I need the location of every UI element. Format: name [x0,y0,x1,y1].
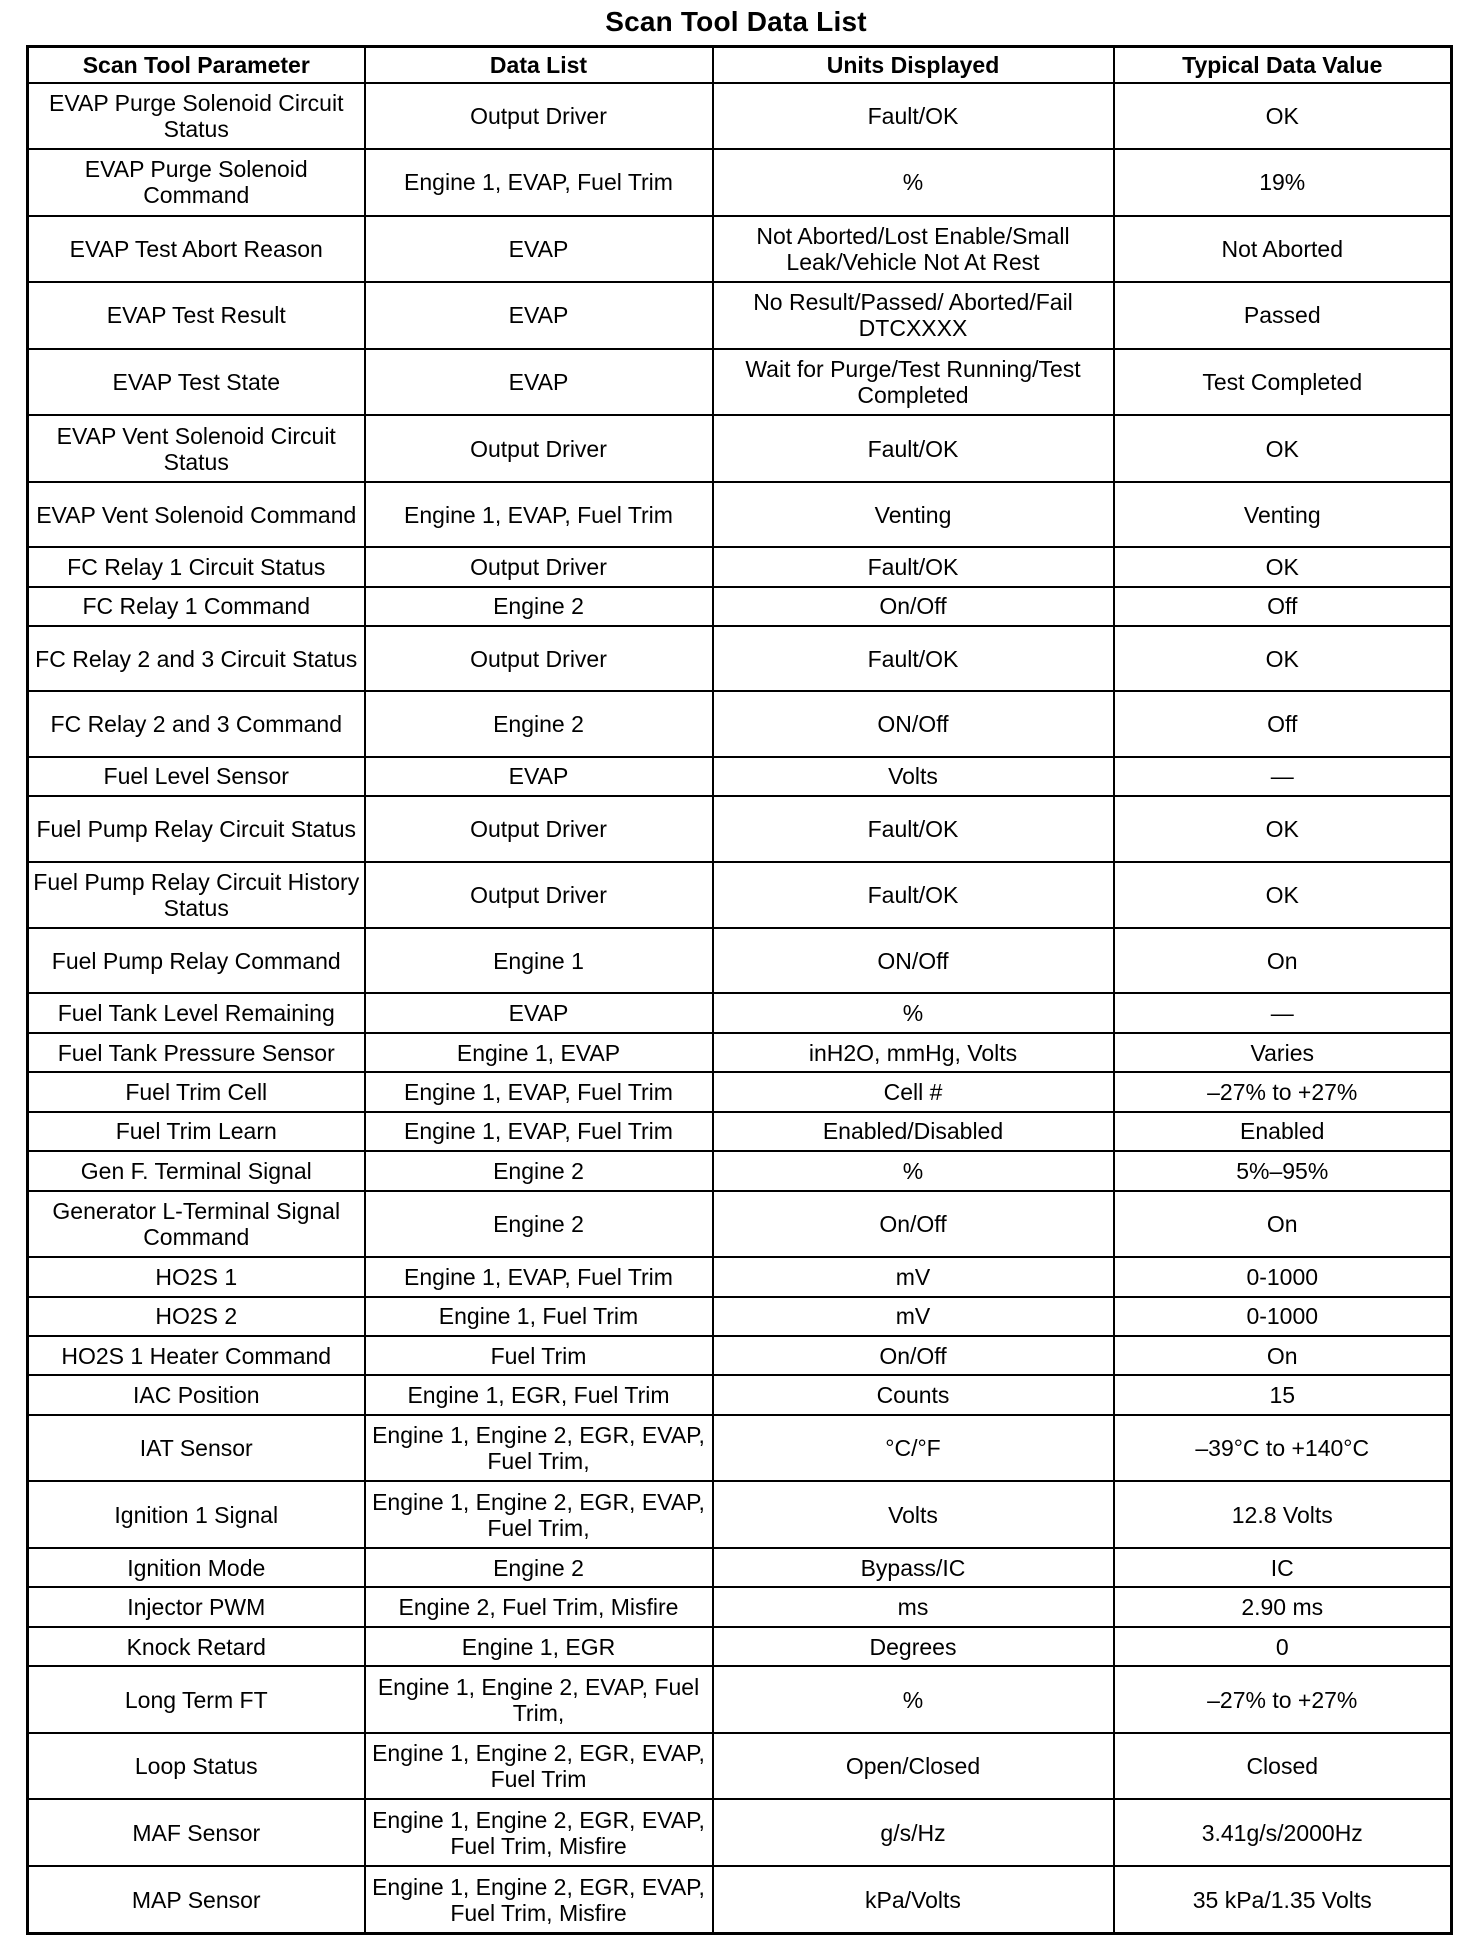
cell-units: Degrees [713,1627,1114,1666]
table-row [28,1257,1452,1296]
cell-typical-value: On [1114,928,1452,993]
cell-typical-value: 2.90 ms [1114,1587,1452,1626]
table-row [28,691,1452,756]
table-row [28,1866,1452,1933]
table-row [28,1033,1452,1072]
cell-data-list: Engine 1, EVAP [365,1033,713,1072]
cell-parameter: Ignition Mode [28,1548,365,1587]
cell-units: inH2O, mmHg, Volts [713,1033,1114,1072]
cell-typical-value: OK [1114,796,1452,861]
cell-parameter: EVAP Test Abort Reason [28,216,365,283]
cell-typical-value: –27% to +27% [1114,1072,1452,1111]
cell-data-list: Output Driver [365,862,713,929]
cell-data-list: Engine 2 [365,1151,713,1190]
cell-units: On/Off [713,1336,1114,1375]
cell-data-list: Output Driver [365,83,713,150]
scan-tool-data-table [26,45,1453,1935]
cell-typical-value: OK [1114,83,1452,150]
cell-parameter: FC Relay 2 and 3 Circuit Status [28,626,365,691]
cell-parameter: Knock Retard [28,1627,365,1666]
cell-parameter: Fuel Pump Relay Circuit History Status [28,862,365,929]
cell-units: mV [713,1297,1114,1336]
cell-data-list: Engine 1, Engine 2, EVAP, Fuel Trim, [365,1666,713,1733]
cell-parameter: EVAP Test State [28,349,365,416]
cell-typical-value: 12.8 Volts [1114,1481,1452,1548]
cell-data-list: Engine 1, Engine 2, EGR, EVAP, Fuel Trim, Misfire [365,1799,713,1866]
cell-parameter: Fuel Tank Level Remaining [28,993,365,1032]
cell-parameter: Fuel Trim Cell [28,1072,365,1111]
cell-data-list: Fuel Trim [365,1336,713,1375]
cell-parameter: Long Term FT [28,1666,365,1733]
cell-units: Not Aborted/Lost Enable/Small Leak/Vehicle Not At Rest [713,216,1114,283]
column-header-typical-value: Typical Data Value [1114,47,1452,83]
cell-parameter: EVAP Purge Solenoid Circuit Status [28,83,365,150]
cell-parameter: Loop Status [28,1733,365,1800]
cell-data-list: Engine 1, Engine 2, EGR, EVAP, Fuel Trim, Misfire [365,1866,713,1933]
cell-parameter: Fuel Tank Pressure Sensor [28,1033,365,1072]
cell-data-list: EVAP [365,349,713,416]
cell-typical-value: Off [1114,587,1452,626]
table-row [28,1481,1452,1548]
cell-data-list: Output Driver [365,415,713,482]
cell-parameter: EVAP Purge Solenoid Command [28,149,365,216]
cell-units: Counts [713,1375,1114,1414]
cell-units: Cell # [713,1072,1114,1111]
table-row [28,862,1452,929]
table-row [28,1375,1452,1414]
cell-parameter: Ignition 1 Signal [28,1481,365,1548]
table-row [28,928,1452,993]
cell-typical-value: OK [1114,862,1452,929]
cell-units: % [713,1666,1114,1733]
cell-data-list: Engine 1, Engine 2, EGR, EVAP, Fuel Trim [365,1733,713,1800]
table-row [28,587,1452,626]
table-row [28,482,1452,547]
cell-units: On/Off [713,587,1114,626]
cell-parameter: Injector PWM [28,1587,365,1626]
cell-typical-value: 35 kPa/1.35 Volts [1114,1866,1452,1933]
table-row [28,547,1452,586]
cell-units: Venting [713,482,1114,547]
cell-typical-value: IC [1114,1548,1452,1587]
cell-units: % [713,149,1114,216]
cell-parameter: EVAP Vent Solenoid Circuit Status [28,415,365,482]
cell-data-list: Output Driver [365,626,713,691]
cell-parameter: MAF Sensor [28,1799,365,1866]
cell-parameter: Fuel Trim Learn [28,1112,365,1151]
cell-data-list: Engine 1, EVAP, Fuel Trim [365,1112,713,1151]
table-header-row [28,47,1452,83]
cell-data-list: EVAP [365,757,713,796]
cell-parameter: FC Relay 2 and 3 Command [28,691,365,756]
cell-data-list: Engine 1, EVAP, Fuel Trim [365,149,713,216]
cell-parameter: Generator L-Terminal Signal Command [28,1191,365,1258]
cell-data-list: Engine 2 [365,1548,713,1587]
cell-units: On/Off [713,1191,1114,1258]
cell-data-list: Engine 2 [365,1191,713,1258]
table-row [28,349,1452,416]
cell-units: ON/Off [713,928,1114,993]
cell-units: ON/Off [713,691,1114,756]
cell-typical-value: Closed [1114,1733,1452,1800]
table-row [28,1297,1452,1336]
cell-typical-value: Venting [1114,482,1452,547]
cell-typical-value: Not Aborted [1114,216,1452,283]
cell-typical-value: 0-1000 [1114,1257,1452,1296]
cell-parameter: FC Relay 1 Command [28,587,365,626]
cell-units: mV [713,1257,1114,1296]
table-row [28,216,1452,283]
cell-units: kPa/Volts [713,1866,1114,1933]
cell-units: Enabled/Disabled [713,1112,1114,1151]
cell-data-list: Engine 2 [365,587,713,626]
cell-data-list: Engine 1, EVAP, Fuel Trim [365,482,713,547]
cell-units: % [713,1151,1114,1190]
table-row [28,1415,1452,1482]
cell-units: g/s/Hz [713,1799,1114,1866]
cell-parameter: HO2S 2 [28,1297,365,1336]
table-row [28,83,1452,150]
table-row [28,993,1452,1032]
table-row [28,149,1452,216]
cell-typical-value: 0-1000 [1114,1297,1452,1336]
cell-typical-value: On [1114,1191,1452,1258]
cell-parameter: Gen F. Terminal Signal [28,1151,365,1190]
table-row [28,1072,1452,1111]
cell-data-list: EVAP [365,993,713,1032]
table-row [28,415,1452,482]
table-row [28,1733,1452,1800]
cell-typical-value: –27% to +27% [1114,1666,1452,1733]
table-row [28,1627,1452,1666]
cell-parameter: IAT Sensor [28,1415,365,1482]
cell-typical-value: 3.41g/s/2000Hz [1114,1799,1452,1866]
cell-typical-value: — [1114,757,1452,796]
cell-data-list: Engine 1, Fuel Trim [365,1297,713,1336]
cell-typical-value: Varies [1114,1033,1452,1072]
table-row [28,1587,1452,1626]
table-body [28,83,1452,1934]
cell-typical-value: On [1114,1336,1452,1375]
cell-parameter: IAC Position [28,1375,365,1414]
cell-typical-value: Passed [1114,282,1452,349]
cell-parameter: Fuel Level Sensor [28,757,365,796]
table-row [28,1191,1452,1258]
cell-data-list: Engine 1, EGR [365,1627,713,1666]
cell-typical-value: –39°C to +140°C [1114,1415,1452,1482]
table-row [28,1799,1452,1866]
cell-typical-value: 15 [1114,1375,1452,1414]
table-row [28,796,1452,861]
cell-parameter: HO2S 1 [28,1257,365,1296]
page-title: Scan Tool Data List [605,6,867,37]
cell-data-list: Engine 2, Fuel Trim, Misfire [365,1587,713,1626]
cell-data-list: Engine 1, Engine 2, EGR, EVAP, Fuel Trim, [365,1415,713,1482]
cell-data-list: Engine 1, Engine 2, EGR, EVAP, Fuel Trim, [365,1481,713,1548]
table-row [28,757,1452,796]
cell-typical-value: Enabled [1114,1112,1452,1151]
cell-typical-value: 5%–95% [1114,1151,1452,1190]
cell-units: Fault/OK [713,796,1114,861]
cell-parameter: Fuel Pump Relay Circuit Status [28,796,365,861]
cell-units: ms [713,1587,1114,1626]
cell-units: % [713,993,1114,1032]
table-row [28,1112,1452,1151]
cell-parameter: HO2S 1 Heater Command [28,1336,365,1375]
cell-typical-value: OK [1114,415,1452,482]
cell-data-list: Engine 1, EVAP, Fuel Trim [365,1257,713,1296]
cell-units: No Result/Passed/ Aborted/Fail DTCXXXX [713,282,1114,349]
cell-typical-value: OK [1114,626,1452,691]
cell-typical-value: OK [1114,547,1452,586]
table-row [28,626,1452,691]
table-row [28,1666,1452,1733]
cell-units: °C/°F [713,1415,1114,1482]
cell-units: Open/Closed [713,1733,1114,1800]
column-header-units: Units Displayed [713,47,1114,83]
cell-units: Fault/OK [713,547,1114,586]
table-row [28,1548,1452,1587]
cell-parameter: Fuel Pump Relay Command [28,928,365,993]
cell-data-list: Output Driver [365,796,713,861]
cell-data-list: EVAP [365,282,713,349]
cell-data-list: EVAP [365,216,713,283]
table-row [28,1336,1452,1375]
cell-data-list: Output Driver [365,547,713,586]
cell-units: Fault/OK [713,83,1114,150]
cell-parameter: MAP Sensor [28,1866,365,1933]
cell-units: Fault/OK [713,862,1114,929]
cell-typical-value: 19% [1114,149,1452,216]
table-row [28,1151,1452,1190]
cell-units: Volts [713,757,1114,796]
cell-typical-value: Off [1114,691,1452,756]
cell-units: Fault/OK [713,626,1114,691]
cell-typical-value: 0 [1114,1627,1452,1666]
cell-data-list: Engine 1 [365,928,713,993]
cell-typical-value: — [1114,993,1452,1032]
cell-units: Fault/OK [713,415,1114,482]
cell-units: Wait for Purge/Test Running/Test Completed [713,349,1114,416]
cell-parameter: EVAP Vent Solenoid Command [28,482,365,547]
table-row [28,282,1452,349]
cell-data-list: Engine 1, EVAP, Fuel Trim [365,1072,713,1111]
cell-units: Volts [713,1481,1114,1548]
column-header-parameter: Scan Tool Parameter [28,47,365,83]
cell-data-list: Engine 2 [365,691,713,756]
cell-parameter: EVAP Test Result [28,282,365,349]
cell-parameter: FC Relay 1 Circuit Status [28,547,365,586]
cell-typical-value: Test Completed [1114,349,1452,416]
cell-data-list: Engine 1, EGR, Fuel Trim [365,1375,713,1414]
column-header-data-list: Data List [365,47,713,83]
cell-units: Bypass/IC [713,1548,1114,1587]
